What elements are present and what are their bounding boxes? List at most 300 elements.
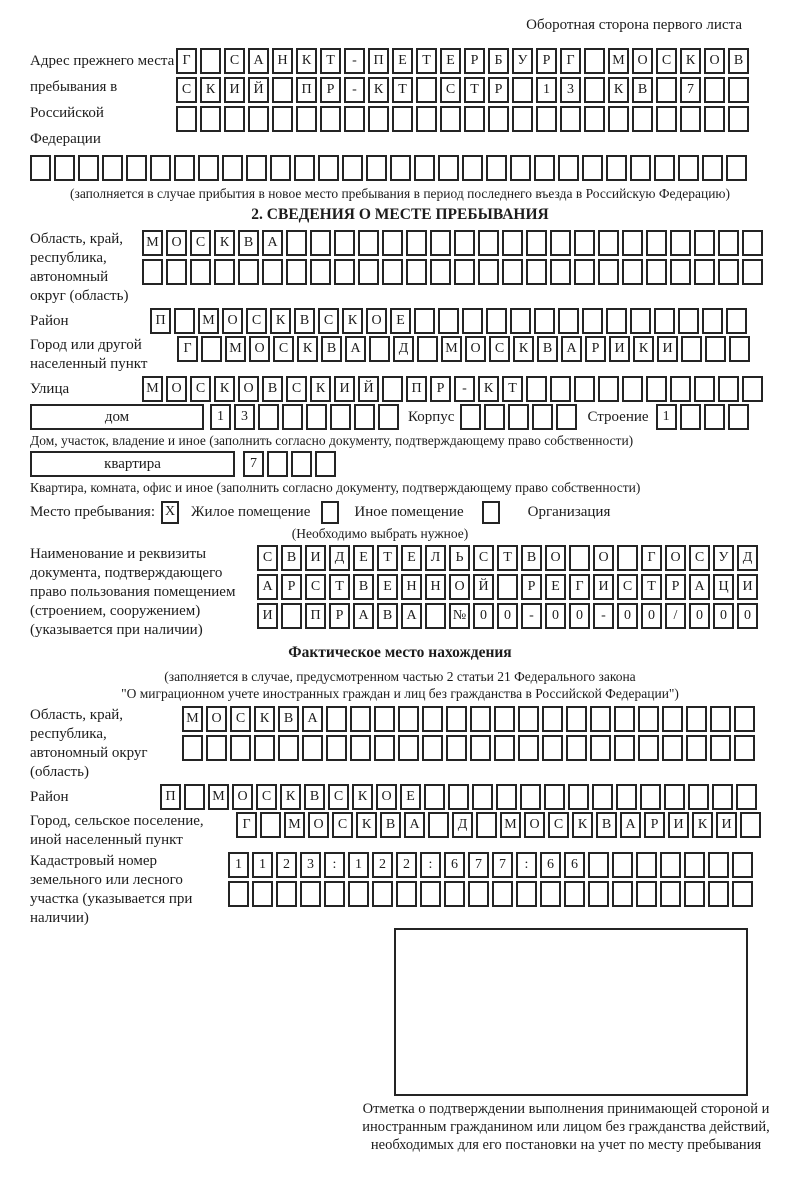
form-char-cell	[454, 230, 475, 256]
form-char-cell	[318, 155, 339, 181]
form-char-cell	[736, 784, 757, 810]
form-char-cell: 1	[656, 404, 677, 430]
form-char-cell	[550, 230, 571, 256]
form-char-cell	[516, 881, 537, 907]
form-char-cell: 3	[234, 404, 255, 430]
form-char-cell	[478, 230, 499, 256]
form-char-cell: Й	[473, 574, 494, 600]
form-char-cell	[198, 155, 219, 181]
form-char-cell	[398, 735, 419, 761]
form-char-cell	[569, 545, 590, 571]
form-char-cell: 0	[689, 603, 710, 629]
form-char-cell: К	[680, 48, 701, 74]
form-char-cell: С	[440, 77, 461, 103]
form-char-cell	[614, 706, 635, 732]
form-char-cell	[584, 77, 605, 103]
form-char-cell	[478, 259, 499, 285]
form-char-cell	[734, 706, 755, 732]
form-char-cell	[681, 336, 702, 362]
form-char-cell	[306, 404, 327, 430]
form-char-cell: Т	[416, 48, 437, 74]
option-organization-label: Организация	[527, 503, 611, 520]
form-char-cell: -	[454, 376, 475, 402]
form-char-cell	[315, 451, 336, 477]
form-char-cell	[222, 155, 243, 181]
form-char-cell	[742, 376, 763, 402]
form-char-cell	[300, 881, 321, 907]
form-char-cell	[286, 259, 307, 285]
form-char-cell	[558, 155, 579, 181]
form-char-cell: И	[224, 77, 245, 103]
prev-address-row-4	[30, 155, 770, 181]
form-char-cell	[708, 852, 729, 878]
form-char-cell	[502, 230, 523, 256]
stay-type-note: (Необходимо выбрать нужное)	[291, 526, 469, 541]
stay-type-label: Место пребывания:	[30, 503, 155, 520]
form-char-cell	[252, 881, 273, 907]
form-char-cell: И	[657, 336, 678, 362]
form-char-cell	[150, 155, 171, 181]
form-char-cell: В	[321, 336, 342, 362]
form-char-cell	[664, 784, 685, 810]
form-char-cell	[574, 259, 595, 285]
prev-address-label: Адрес прежнего места пребывания в Российской Федерации	[30, 53, 175, 147]
document-block	[30, 545, 770, 640]
form-char-cell	[508, 404, 529, 430]
form-char-cell: И	[716, 812, 737, 838]
form-char-cell: Д	[452, 812, 473, 838]
form-char-cell: Е	[440, 48, 461, 74]
form-char-cell	[622, 230, 643, 256]
form-char-cell	[536, 106, 557, 132]
form-char-cell: 7	[492, 852, 513, 878]
form-char-cell	[622, 376, 643, 402]
form-char-cell	[526, 230, 547, 256]
form-char-cell: А	[248, 48, 269, 74]
form-char-cell: :	[420, 852, 441, 878]
form-char-cell	[646, 259, 667, 285]
house-block	[30, 404, 770, 430]
form-char-cell: В	[377, 603, 398, 629]
form-char-cell: 6	[444, 852, 465, 878]
district-block	[30, 308, 770, 334]
form-char-cell: С	[286, 376, 307, 402]
form-char-cell: Г	[569, 574, 590, 600]
form-char-cell	[742, 230, 763, 256]
form-char-cell: Н	[401, 574, 422, 600]
form-char-cell	[670, 230, 691, 256]
form-char-cell	[728, 77, 749, 103]
form-char-cell	[616, 784, 637, 810]
form-char-cell	[678, 155, 699, 181]
form-char-cell	[324, 881, 345, 907]
form-char-cell	[448, 784, 469, 810]
form-char-cell	[640, 784, 661, 810]
form-char-cell	[494, 735, 515, 761]
actual-district-block	[30, 784, 770, 810]
form-char-cell	[688, 784, 709, 810]
form-char-cell	[414, 155, 435, 181]
form-char-cell: С	[256, 784, 277, 810]
form-char-cell	[488, 106, 509, 132]
form-char-cell	[592, 784, 613, 810]
form-char-cell: А	[689, 574, 710, 600]
form-char-cell: И	[334, 376, 355, 402]
form-char-cell: А	[401, 603, 422, 629]
form-char-cell	[660, 881, 681, 907]
city-row	[177, 336, 750, 362]
form-char-cell: К	[342, 308, 363, 334]
form-char-cell: К	[368, 77, 389, 103]
form-char-cell: О	[166, 376, 187, 402]
form-char-cell: М	[441, 336, 462, 362]
form-char-cell: Г	[560, 48, 581, 74]
form-char-cell	[582, 155, 603, 181]
form-char-cell	[334, 230, 355, 256]
form-char-cell: С	[328, 784, 349, 810]
cadastral-row-2	[228, 881, 753, 907]
form-char-cell	[704, 404, 725, 430]
form-char-cell	[584, 48, 605, 74]
form-char-cell	[238, 259, 259, 285]
form-char-cell	[574, 230, 595, 256]
stay-type-block	[30, 499, 770, 525]
form-char-cell	[740, 812, 761, 838]
form-char-cell	[276, 881, 297, 907]
form-char-cell	[430, 230, 451, 256]
form-char-cell: Р	[665, 574, 686, 600]
form-char-cell: 1	[252, 852, 273, 878]
form-char-cell	[174, 155, 195, 181]
form-char-cell: С	[656, 48, 677, 74]
form-char-cell: /	[665, 603, 686, 629]
actual-city-row	[236, 812, 761, 838]
street-label: Улица	[30, 381, 70, 397]
form-char-cell: -	[521, 603, 542, 629]
form-char-cell: А	[353, 603, 374, 629]
form-char-cell: О	[206, 706, 227, 732]
form-char-cell: Д	[393, 336, 414, 362]
form-char-cell	[320, 106, 341, 132]
form-char-cell: Д	[329, 545, 350, 571]
form-char-cell	[372, 881, 393, 907]
form-char-cell	[636, 852, 657, 878]
form-char-cell: М	[284, 812, 305, 838]
form-char-cell: 1	[348, 852, 369, 878]
form-char-cell	[566, 735, 587, 761]
form-char-cell: К	[572, 812, 593, 838]
form-char-cell: К	[270, 308, 291, 334]
form-char-cell: 2	[276, 852, 297, 878]
form-char-cell	[534, 308, 555, 334]
form-char-cell: К	[356, 812, 377, 838]
form-char-cell: Р	[585, 336, 606, 362]
form-char-cell	[718, 259, 739, 285]
form-char-cell	[638, 735, 659, 761]
document-label: Наименование и реквизиты документа, подтверждающего право пользования помещением (строением, сооружением) (указывается при наличии)	[30, 546, 236, 638]
form-char-cell	[422, 706, 443, 732]
form-char-cell: №	[449, 603, 470, 629]
form-char-cell	[590, 735, 611, 761]
form-char-cell: 0	[497, 603, 518, 629]
form-char-cell	[630, 155, 651, 181]
form-char-cell	[224, 106, 245, 132]
form-char-cell	[630, 308, 651, 334]
form-char-cell	[444, 881, 465, 907]
form-char-cell: 7	[468, 852, 489, 878]
form-char-cell	[686, 735, 707, 761]
form-char-cell	[406, 259, 427, 285]
form-char-cell	[566, 706, 587, 732]
form-char-cell	[617, 545, 638, 571]
form-char-cell	[582, 308, 603, 334]
form-char-cell	[694, 259, 715, 285]
form-char-cell	[310, 230, 331, 256]
form-char-cell	[270, 155, 291, 181]
form-char-cell: К	[280, 784, 301, 810]
form-char-cell: С	[176, 77, 197, 103]
form-char-cell	[678, 308, 699, 334]
form-char-cell	[568, 784, 589, 810]
form-char-cell	[78, 155, 99, 181]
street-row	[142, 376, 763, 402]
form-char-cell: 0	[641, 603, 662, 629]
form-char-cell	[680, 404, 701, 430]
form-char-cell: 3	[300, 852, 321, 878]
form-char-cell	[606, 155, 627, 181]
form-char-cell	[126, 155, 147, 181]
form-char-cell	[726, 155, 747, 181]
form-char-cell	[734, 735, 755, 761]
form-char-cell	[542, 735, 563, 761]
form-char-cell: К	[608, 77, 629, 103]
form-char-cell	[246, 155, 267, 181]
form-char-cell: О	[465, 336, 486, 362]
form-char-cell	[492, 881, 513, 907]
form-char-cell	[294, 155, 315, 181]
form-char-cell	[710, 735, 731, 761]
option-other-premises-label: Иное помещение	[354, 503, 464, 520]
form-char-cell	[184, 784, 205, 810]
form-char-cell	[702, 308, 723, 334]
form-char-cell: 1	[210, 404, 231, 430]
form-char-cell	[206, 735, 227, 761]
form-char-cell	[476, 812, 497, 838]
form-char-cell	[102, 155, 123, 181]
form-char-cell	[272, 77, 293, 103]
form-char-cell	[486, 308, 507, 334]
form-char-cell	[462, 155, 483, 181]
form-char-cell: -	[593, 603, 614, 629]
form-char-cell	[540, 881, 561, 907]
house-cells	[210, 404, 399, 430]
form-char-cell: Р	[536, 48, 557, 74]
form-char-cell: О	[524, 812, 545, 838]
form-char-cell	[460, 404, 481, 430]
form-char-cell: М	[142, 376, 163, 402]
form-char-cell	[470, 735, 491, 761]
form-char-cell: И	[593, 574, 614, 600]
form-char-cell: О	[222, 308, 243, 334]
form-char-cell: И	[609, 336, 630, 362]
region-label: Область, край, республика, автономный округ (область)	[30, 231, 129, 304]
form-char-cell: О	[366, 308, 387, 334]
form-char-cell	[54, 155, 75, 181]
form-char-cell	[584, 106, 605, 132]
form-char-cell: 3	[560, 77, 581, 103]
form-char-cell: Ц	[713, 574, 734, 600]
form-char-cell: Р	[281, 574, 302, 600]
form-char-cell: А	[620, 812, 641, 838]
form-char-cell: В	[521, 545, 542, 571]
form-char-cell: С	[273, 336, 294, 362]
form-char-cell	[416, 77, 437, 103]
form-char-cell	[272, 106, 293, 132]
house-box-label: дом	[30, 404, 204, 430]
form-char-cell: Н	[272, 48, 293, 74]
form-char-cell	[464, 106, 485, 132]
form-char-cell	[598, 259, 619, 285]
form-char-cell	[392, 106, 413, 132]
form-char-cell	[422, 735, 443, 761]
form-char-cell	[654, 155, 675, 181]
form-char-cell	[662, 706, 683, 732]
form-char-cell: -	[344, 48, 365, 74]
form-char-cell	[564, 881, 585, 907]
korpus-cells	[460, 404, 577, 430]
form-char-cell	[330, 404, 351, 430]
actual-district-label: Район	[30, 789, 69, 805]
form-char-cell	[670, 376, 691, 402]
form-char-cell	[382, 230, 403, 256]
form-char-cell: 0	[545, 603, 566, 629]
form-char-cell	[326, 706, 347, 732]
form-char-cell: Е	[377, 574, 398, 600]
form-char-cell: Р	[320, 77, 341, 103]
form-char-cell	[420, 881, 441, 907]
form-char-cell: С	[617, 574, 638, 600]
form-char-cell: Т	[641, 574, 662, 600]
checkbox-organization	[482, 501, 500, 524]
stamp-caption: Отметка о подтверждении выполнения принимающей стороной и иностранным гражданином или лицом без гражданства действий, необходимых для его постановки на учет по месту пребывания	[362, 1101, 770, 1153]
form-char-cell: 0	[569, 603, 590, 629]
form-char-cell	[282, 404, 303, 430]
form-char-cell: В	[353, 574, 374, 600]
form-char-cell	[660, 852, 681, 878]
form-char-cell	[366, 155, 387, 181]
actual-location-note-2: "О миграционном учете иностранных граждан и лиц без гражданства в Российской Федерации")	[121, 686, 679, 701]
form-char-cell: Е	[353, 545, 374, 571]
form-char-cell: Р	[329, 603, 350, 629]
form-char-cell	[558, 308, 579, 334]
form-char-cell	[142, 259, 163, 285]
form-char-cell	[728, 404, 749, 430]
form-char-cell: С	[305, 574, 326, 600]
form-char-cell: П	[150, 308, 171, 334]
form-char-cell: С	[489, 336, 510, 362]
form-char-cell	[670, 259, 691, 285]
form-char-cell: С	[332, 812, 353, 838]
form-char-cell	[396, 881, 417, 907]
form-char-cell: В	[632, 77, 653, 103]
form-char-cell	[656, 106, 677, 132]
form-char-cell	[417, 336, 438, 362]
form-char-cell: Й	[248, 77, 269, 103]
form-char-cell	[612, 852, 633, 878]
form-char-cell	[712, 784, 733, 810]
form-char-cell	[484, 404, 505, 430]
city-block	[30, 336, 770, 374]
form-char-cell	[702, 155, 723, 181]
section2-title: 2. СВЕДЕНИЯ О МЕСТЕ ПРЕБЫВАНИЯ	[251, 206, 549, 223]
form-char-cell: Т	[502, 376, 523, 402]
form-char-cell	[358, 259, 379, 285]
form-char-cell	[414, 308, 435, 334]
form-char-cell	[278, 735, 299, 761]
form-char-cell	[704, 106, 725, 132]
form-char-cell: О	[545, 545, 566, 571]
form-char-cell: 0	[473, 603, 494, 629]
form-char-cell: Т	[497, 545, 518, 571]
form-char-cell: А	[561, 336, 582, 362]
form-char-cell	[614, 735, 635, 761]
form-char-cell: Г	[641, 545, 662, 571]
form-char-cell: В	[262, 376, 283, 402]
form-char-cell: И	[668, 812, 689, 838]
form-char-cell	[350, 706, 371, 732]
form-char-cell	[718, 230, 739, 256]
cadastral-label: Кадастровый номер земельного или лесного участка (указывается при наличии)	[30, 853, 193, 926]
form-char-cell: П	[305, 603, 326, 629]
form-char-cell: И	[305, 545, 326, 571]
form-char-cell	[468, 881, 489, 907]
form-char-cell: А	[302, 706, 323, 732]
form-char-cell: Е	[545, 574, 566, 600]
korpus-label: Корпус	[408, 409, 455, 425]
form-char-cell: О	[308, 812, 329, 838]
prev-address-row-3	[176, 106, 749, 132]
form-char-cell	[425, 603, 446, 629]
form-char-cell	[406, 230, 427, 256]
form-char-cell: О	[449, 574, 470, 600]
prev-address-block	[30, 48, 770, 202]
form-char-cell	[694, 230, 715, 256]
actual-city-block	[30, 812, 770, 850]
form-char-cell: Г	[236, 812, 257, 838]
form-char-cell	[710, 706, 731, 732]
form-char-cell: Т	[377, 545, 398, 571]
form-char-cell	[705, 336, 726, 362]
form-char-cell	[344, 106, 365, 132]
form-char-cell	[378, 404, 399, 430]
form-char-cell: :	[324, 852, 345, 878]
checkbox-other-premises	[321, 501, 339, 524]
form-char-cell	[646, 230, 667, 256]
form-char-cell	[550, 259, 571, 285]
actual-location-title: Фактическое место нахождения	[288, 644, 512, 661]
form-char-cell: В	[728, 48, 749, 74]
form-char-cell	[729, 336, 750, 362]
form-char-cell	[254, 735, 275, 761]
form-char-cell: В	[238, 230, 259, 256]
page-corner-note: Оборотная сторона первого листа	[526, 17, 742, 33]
form-char-cell	[510, 155, 531, 181]
form-char-cell: М	[182, 706, 203, 732]
form-char-cell: М	[500, 812, 521, 838]
form-char-cell: В	[278, 706, 299, 732]
form-char-cell	[518, 706, 539, 732]
form-char-cell: И	[257, 603, 278, 629]
